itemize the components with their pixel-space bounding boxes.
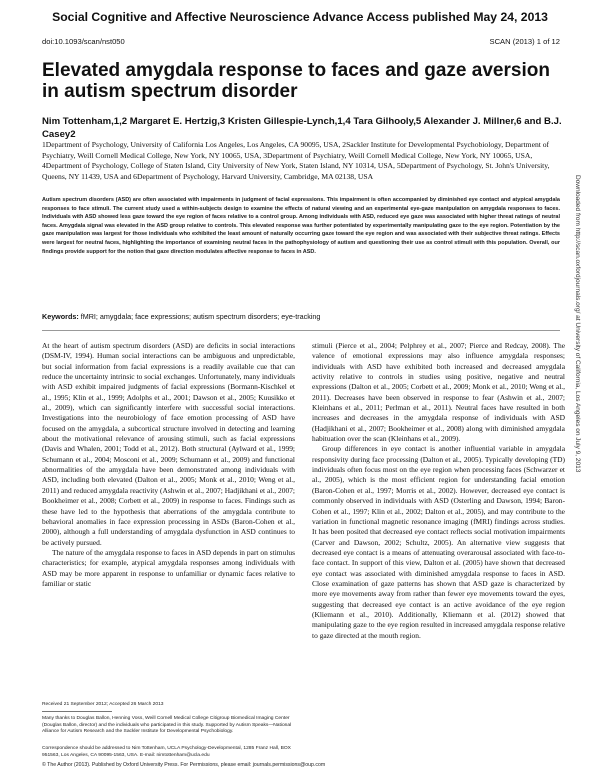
abstract: Autism spectrum disorders (ASD) are often associated with impairments in judgment of facial expressions. This impairment is often accompanied by diminished eye contact and atypical amygdala responses to face stimuli. The current study used a within-subjects design to examine the effects of natural viewing and an experimental eye-gaze manipulation on amygdala responses to faces. Individuals with ASD showed less gaze toward the eye region of faces relative to a control group. Among individuals with ASD, reduced eye gaze was associated with higher threat ratings of neutral faces. Amygdala signal was elevated in the ASD group relative to controls. This elevated response was further potentiated by experimentally manipulating gaze to the eye region. Potentiation by the gaze manipulation was largest for those individuals who exhibited the least amount of naturally occurring gaze toward the eye region and was associated with their subjective threat ratings. Effects were largest for neutral faces, highlighting the importance of examining neutral faces in the pathophysiology of autism and questioning their use as control stimuli with this population. Overall, our findings provide support for the notion that gaze direction modulates affective response to faces in ASD.: [42, 197, 560, 255]
doi[interactable]: doi:10.1093/scan/nst050: [42, 37, 125, 46]
body-paragraph: At the heart of autism spectrum disorders (ASD) are deficits in social interactions (DSM-IV, 1994). Human social interactions can be ambiguous and unpredictable, but social information from facial expressions is a readily available cue that can reduce the uncertainty intrinsic to social exchanges. Unfortunately, many individuals with ASD exhibit impaired judgments of facial expressions (Bormann-Kischkel et al., 1995; Klin et al., 1999; Adolphs et al., 2001; Dawson et al., 2005; Kuusikko et al., 2009), which can significantly interfere with successful social interactions. Investigations into the neurobiology of face emotion processing of ASD have focused on the amygdala, a subcortical structure involved in detecting and learning about the motivational relevance of arousing stimuli, such as facial expressions (Davis and Whalen, 2001; Todd et al., 2012). Both structural (Aylward et al., 1999; Schumann et al., 2004; Mosconi et al., 2009; Schumann et al., 2009) and functional abnormalities of the amygdala have been demonstrated among individuals with ASD, including both elevated (Dalton et al., 2005; Monk et al., 2010; Weng et al., 2011) and reduced amygdala reactivity (Ashwin et al., 2007; Hadjikhani et al., 2007; Bookheimer et al., 2008; Corbett et al., 2009) in response to faces. Findings such as these have led to the hypothesis that aberrations of the amygdala contribute to behavioral anomalies in face expression processing in ASDs (Baron-Cohen et al., 2000), although a full understanding of amygdala dysfunction in ASD continues to be actively pursued.: [42, 341, 295, 547]
keywords-text: fMRI; amygdala; face expressions; autism spectrum disorders; eye-tracking: [80, 312, 321, 321]
keywords: [42, 312, 560, 321]
correspondence: Correspondence should be addressed to Nim Tottenham, UCLA Psychology-Developmental, 1285 Franz Hall, BOX 951563, Los Angeles, CA 90095-1563, USA. E-mail: nimtottenham@ucla.edu: [42, 746, 291, 758]
body-paragraph: The nature of the amygdala response to faces in ASD depends in part on stimulus characteristics; for example, atypical amygdala responses among individuals with ASD may be more apparent in response to unfamiliar or dynamic faces relative to familiar or static: [42, 547, 295, 588]
affiliations: 1Department of Psychology, University of California Los Angeles, Los Angeles, CA 90095, USA, 2Sackler Institute for Developmental Psychobiology, Department of Psychiatry, Weill Cornell Medical College, New York, NY 10065, USA, 3Department of Psychiatry, Weill Cornell Medical College, New York, NY 10065, USA, 4Department of Psychology, College of Staten Island, City University of New York, Staten Island, NY 10314, USA, 5Department of Psychology, St. John's University, Queens, NY 11439, USA and 6Department of Psychology, Harvard University, Cambridge, MA 02138, USA: [42, 140, 550, 181]
section-divider: [42, 330, 560, 331]
body-column-left: [42, 341, 295, 589]
journal-reference: SCAN (2013) 1 of 12: [489, 37, 560, 46]
body-column-right: [312, 341, 565, 641]
paper-title: Elevated amygdala response to faces and gaze aversion in autism spectrum disorder: [42, 60, 550, 102]
acknowledgements: Many thanks to Douglas Ballon, Henning Voss, Weill Cornell Medical College Citigroup Biomedical Imaging Center (Douglas Ballon, director) and the individuals who participated in this study. Supported by Autism Speaks—National Alliance for Autism Research and the Sackler Institute for Developmental Psychobiology.: [42, 716, 292, 735]
copyright-notice: © The Author (2013). Published by Oxford University Press. For Permissions, please email: journals.permissions@oup.com: [42, 762, 326, 768]
author-list: Nim Tottenham,1,2 Margaret E. Hertzig,3 Kristen Gillespie-Lynch,1,4 Tara Gilhooly,5 Alexander J. Millner,6 and B.J. Casey2: [42, 116, 562, 140]
received-date: Received 21 September 2012; Accepted 26 March 2013: [42, 702, 164, 707]
download-watermark: Downloaded from http://scan.oxfordjournals.org/ at University of California, Los Angeles on July 9, 2013: [574, 175, 581, 473]
body-paragraph: stimuli (Pierce et al., 2004; Pelphrey et al., 2007; Pierce and Redcay, 2008). The valence of emotional expressions may also influence amygdala responses; individuals with ASD have exhibited both increased and decreased amygdala activity relative to controls in studies using positive, negative and neutral expressions (Dalton et al., 2005; Corbett et al., 2009; Monk et al., 2010; Weng et al., 2011). Decreases have been observed in response to fear (Ashwin et al., 2007; Kleinhans et al., 2011; Perlman et al., 2011). Neutral faces have resulted in both increases and decreases in the amygdala response of individuals with ASD (Hadjikhani et al., 2007; Bookheimer et al., 2008) along with diminished amygdala habituation over the scan (Kleinhans et al., 2009).: [312, 341, 565, 444]
journal-banner: Social Cognitive and Affective Neuroscience Advance Access published May 24, 2013: [52, 10, 548, 24]
keywords-label: Keywords:: [42, 312, 79, 321]
body-paragraph: Group differences in eye contact is another influential variable in amygdala responsivity during face processing (Dalton et al., 2005). Typically developing (TD) individuals often focus most on the eye region when processing faces (Schwarzer et al., 2005), which is the most efficient region for understanding facial emotion (Baron-Cohen et al., 1997; Morris et al., 2002). However, decreased eye contact is commonly observed in individuals with ASD (Osterling and Dawson, 1994; Baron-Cohen et al., 1997; Klin et al., 2002; Dalton et al., 2005), and may contribute to the variation in functional magnetic resonance imaging (fMRI) findings across studies. It has been posited that decreased eye contact reflects social motivation impairments (Carver and Dawson, 2002; Schultz, 2005). An alternative view suggests that decreased eye contact is a means of attenuating overarousal associated with face-to-face contact. In support of this view, Dalton et al. (2005) have shown that decreased eye contact was associated with diminished amygdala response to faces in ASD. Close examination of gaze patterns has shown that ASD gaze is characterized by more eye movements away from rather than fewer eye movements toward the eyes, suggesting that decreased eye contact is an active avoidance of the eye region (Kliemann et al., 2010). Additionally, Kliemann et al. (2012) showed that manipulating gaze to the eye region resulted in increased amygdala response relative to gaze directed at the mouth region.: [312, 444, 565, 640]
footnote-divider: [42, 711, 112, 712]
